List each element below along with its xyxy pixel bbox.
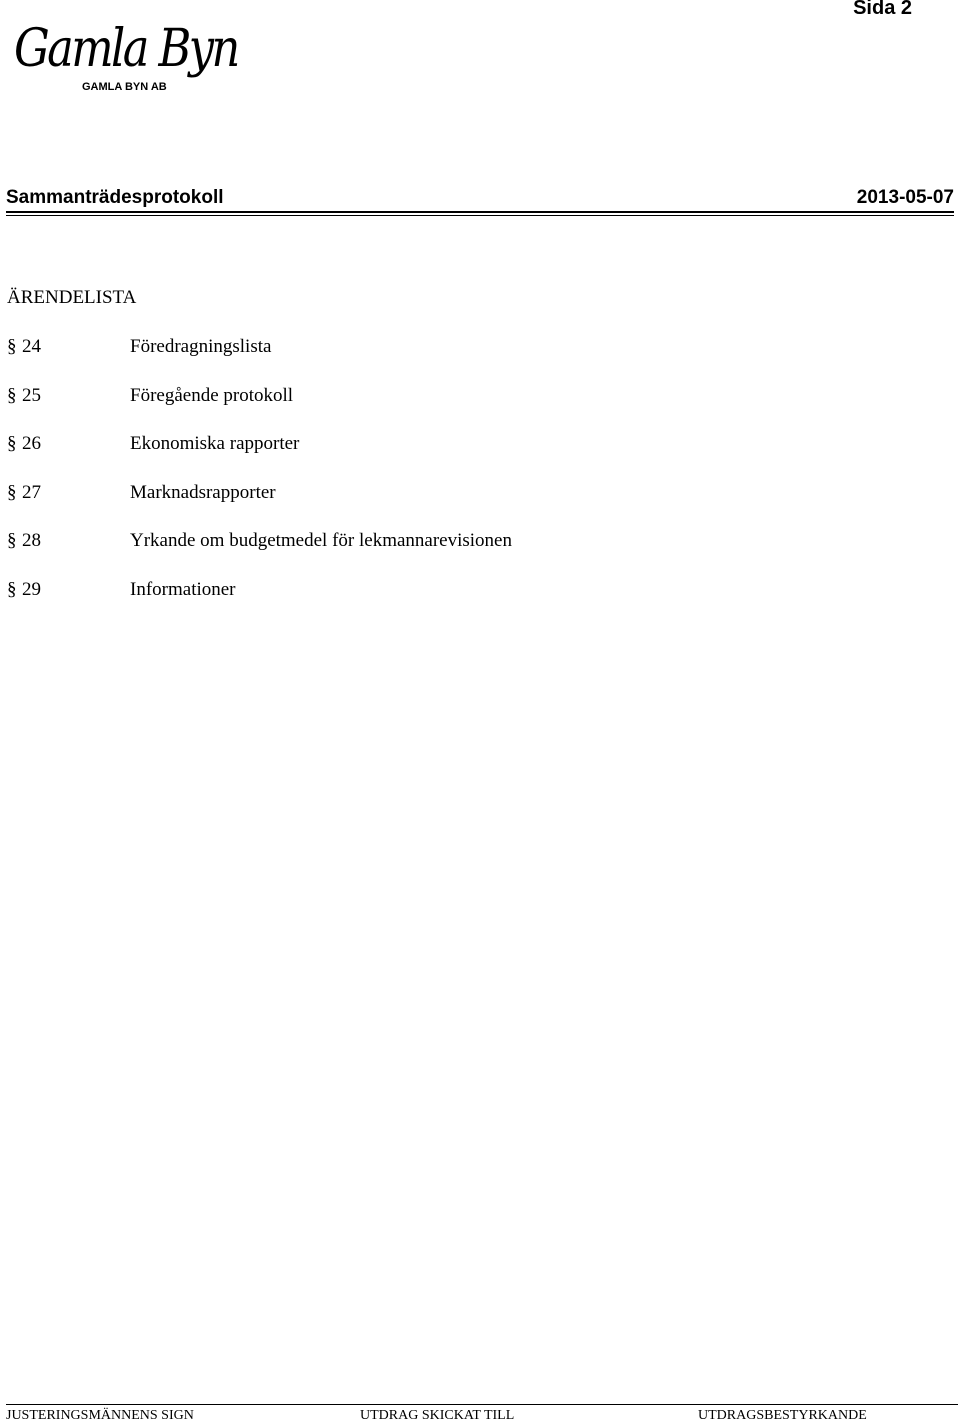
logo-company-name: GAMLA BYN AB xyxy=(82,81,167,93)
footer-signature-label: JUSTERINGSMÄNNENS SIGN xyxy=(6,1408,194,1423)
agenda-item-number: 27 xyxy=(22,481,41,503)
agenda-item-title: Yrkande om budgetmedel för lekmannarevisionen xyxy=(130,530,512,551)
company-logo xyxy=(14,18,238,102)
section-sign: § xyxy=(7,578,17,600)
section-sign: § xyxy=(7,530,17,551)
agenda-item-title: Informationer xyxy=(130,578,236,600)
agenda-item-title: Föregående protokoll xyxy=(130,384,294,406)
document-title: Sammanträdesprotokoll xyxy=(6,187,224,208)
section-sign: § xyxy=(7,481,17,503)
logo-script: Gamla Byn xyxy=(14,19,238,79)
header-divider-thin xyxy=(6,215,954,216)
agenda-item-title: Föredragningslista xyxy=(130,336,272,357)
agenda-item-number: 24 xyxy=(22,336,41,357)
document-header xyxy=(6,186,954,212)
agenda-item-number: 28 xyxy=(22,530,41,551)
footer-certification-label: UTDRAGSBESTYRKANDE xyxy=(698,1408,867,1423)
document-date: 2013-05-07 xyxy=(856,187,954,208)
page-number: Sida 2 xyxy=(853,0,912,19)
agenda-heading: ÄRENDELISTA xyxy=(7,287,137,308)
agenda-item-number: 26 xyxy=(22,433,41,454)
section-sign: § xyxy=(7,336,17,357)
section-sign: § xyxy=(7,433,17,454)
agenda-item-title: Ekonomiska rapporter xyxy=(130,433,300,454)
footer-divider xyxy=(6,1404,958,1405)
agenda-item-number: 29 xyxy=(22,578,41,600)
section-sign: § xyxy=(7,384,17,406)
agenda-item-number: 25 xyxy=(22,384,41,406)
footer-excerpt-sent-label: UTDRAG SKICKAT TILL xyxy=(360,1408,515,1423)
agenda-item-title: Marknadsrapporter xyxy=(130,481,276,503)
header-divider-thick xyxy=(6,211,954,213)
